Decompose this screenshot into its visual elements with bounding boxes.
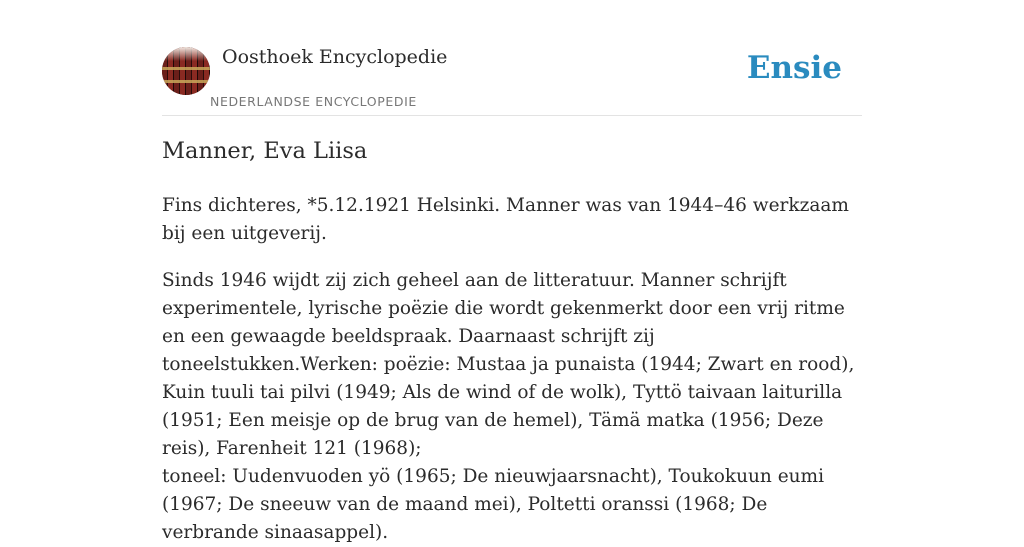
entry-title: Manner, Eva Liisa [162, 138, 368, 164]
entry-paragraph: Fins dichteres, *5.12.1921 Helsinki. Manner was van 1944–46 werkzaam bij een uitgeverij. [162, 195, 849, 244]
site-title[interactable]: Oosthoek Encyclopedie [222, 46, 448, 68]
encyclopedia-avatar-icon[interactable] [162, 47, 210, 95]
entry-paragraph: toneel: Uudenvuoden yö (1965; De nieuwjaarsnacht), Toukokuun eumi (1967; De sneeuw van de maand mei), Poltetti oranssi (1968; De verbrande sinaasappel). [162, 466, 825, 543]
page-container [162, 0, 862, 543]
site-header [162, 0, 862, 116]
entry-paragraph: Sinds 1946 wijdt zij zich geheel aan de litteratuur. Manner schrijft experimentele, lyrische poëzie die wordt gekenmerkt door een vrij ritme en een gewaagde beeldspraak. Daarnaast schrijft zij toneelstukken.Werken: poëzie: Mustaa ja punaista (1944; Zwart en rood), Kuin tuuli tai pilvi (1949; Als de wind of de wolk), Tyttö taivaan laiturilla (1951; Een meisje op de brug van de hemel), Tämä matka (1956; Deze reis), Farenheit 121 (1968); [162, 270, 855, 459]
ensie-logo-link[interactable]: Ensie [746, 50, 842, 86]
site-subtitle: NEDERLANDSE ENCYCLOPEDIE [210, 94, 417, 109]
